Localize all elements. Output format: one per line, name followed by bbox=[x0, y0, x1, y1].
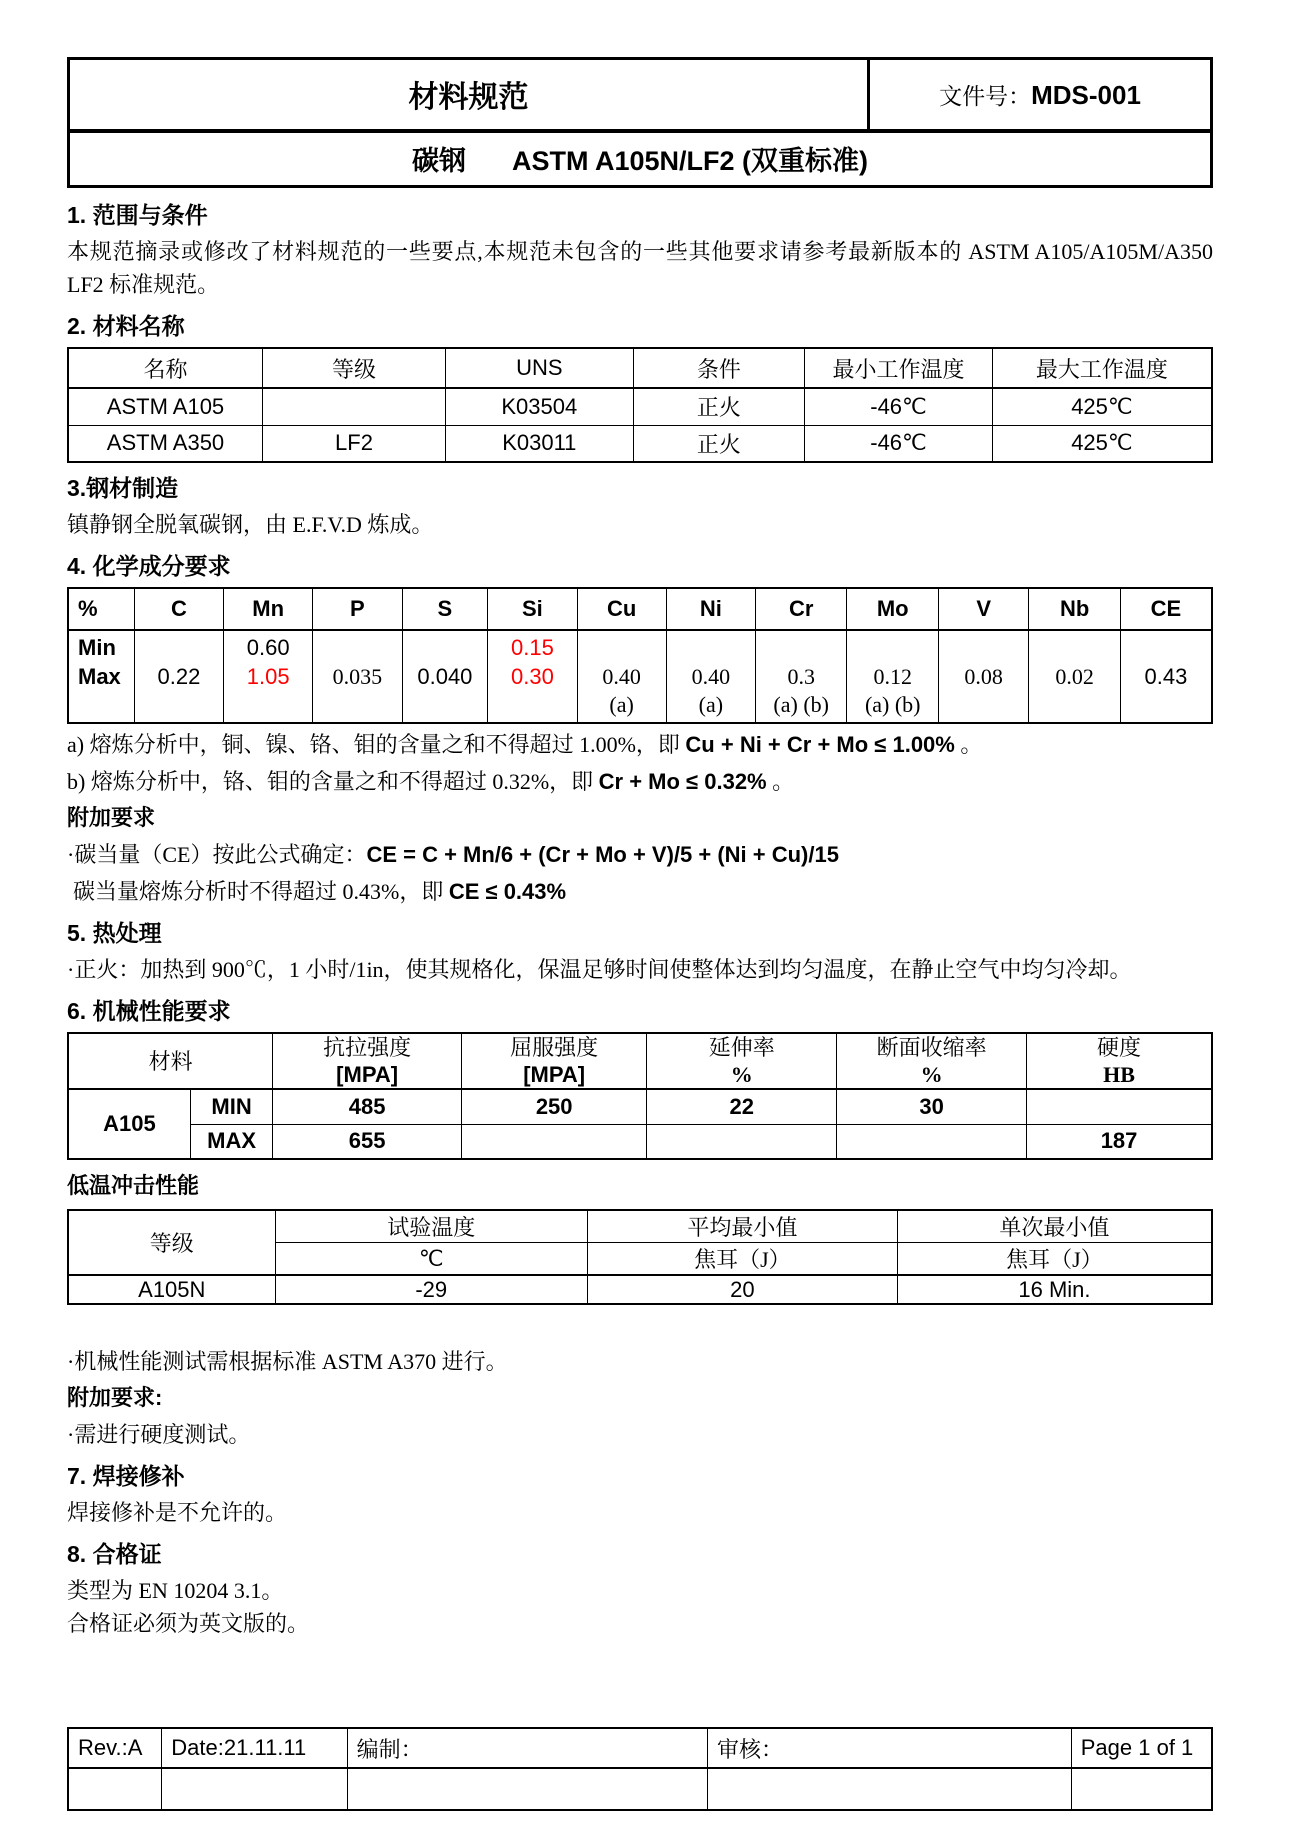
section-8-heading: 8. 合格证 bbox=[67, 1541, 162, 1567]
section-5-heading: 5. 热处理 bbox=[67, 920, 162, 946]
section-5-body: ·正火：加热到 900℃，1 小时/1in，使其规格化，保温足够时间使整体达到均匀温度，在静止空气中均匀冷却。 bbox=[67, 957, 1132, 982]
chem-max-row bbox=[68, 661, 1212, 692]
header-box bbox=[67, 57, 1213, 188]
table-cell bbox=[402, 630, 488, 661]
page-number-cell: Page 1 of 1 bbox=[1071, 1728, 1212, 1768]
note-a-tail: 。 bbox=[954, 732, 983, 757]
col-header-grade: 等级 bbox=[68, 1210, 275, 1275]
ce-formula-intro: ·碳当量（CE）按此公式确定： bbox=[67, 842, 367, 867]
col-header-elongation bbox=[647, 1033, 837, 1089]
table-cell: 30 bbox=[837, 1089, 1027, 1124]
table-cell: 16 Min. bbox=[897, 1275, 1212, 1304]
material-name-cell: A105 bbox=[68, 1089, 190, 1159]
mech-min-row bbox=[68, 1089, 1212, 1124]
header-line1: 延伸率 bbox=[708, 1035, 775, 1060]
header-line1: 屈服强度 bbox=[510, 1035, 599, 1060]
row-label-min: MIN bbox=[190, 1089, 272, 1124]
table-cell bbox=[134, 692, 223, 723]
table-cell: -46℃ bbox=[805, 425, 993, 462]
table-cell bbox=[837, 1124, 1027, 1159]
impact-table-title: 低温冲击性能 bbox=[67, 1173, 200, 1198]
doc-title: 材料规范 bbox=[69, 59, 869, 131]
col-header-Cr: Cr bbox=[755, 588, 847, 630]
mech-test-note: ·机械性能测试需根据标准 ASTM A370 进行。 bbox=[67, 1349, 508, 1374]
table-cell: -29 bbox=[275, 1275, 587, 1304]
table-cell: 0.40 bbox=[577, 661, 666, 692]
col-header-avg-min: 平均最小值 bbox=[587, 1210, 897, 1243]
table-cell: 0.40 bbox=[666, 661, 755, 692]
table-cell: K03011 bbox=[446, 425, 634, 462]
table-cell: 655 bbox=[273, 1124, 462, 1159]
table-cell: 0.43 bbox=[1120, 661, 1212, 692]
note-a-text: a) 熔炼分析中，铜、镍、铬、钼的含量之和不得超过 1.00%，即 bbox=[67, 732, 686, 757]
table-cell: 485 bbox=[273, 1089, 462, 1124]
row-label-max: Max bbox=[68, 661, 134, 692]
table-cell bbox=[938, 692, 1028, 723]
revision-cell: Rev.:A bbox=[68, 1728, 162, 1768]
table-cell: 正火 bbox=[633, 388, 805, 425]
col-header-P: P bbox=[313, 588, 402, 630]
ce-formula: CE = C + Mn/6 + (Cr + Mo + V)/5 + (Ni + Cu)/15 bbox=[366, 842, 839, 867]
table-cell: 0.040 bbox=[402, 661, 488, 692]
doc-subtitle-standard: ASTM A105N/LF2 (双重标准) bbox=[511, 146, 869, 177]
col-header-Si: Si bbox=[488, 588, 577, 630]
doc-number-label: 文件号： bbox=[939, 83, 1032, 109]
note-b-formula: Cr + Mo ≤ 0.32% bbox=[598, 769, 767, 794]
table-cell bbox=[938, 630, 1028, 661]
table-cell bbox=[1071, 1768, 1212, 1810]
header-row-title bbox=[69, 59, 1212, 131]
table-cell: K03504 bbox=[446, 388, 634, 425]
ce-limit-line bbox=[67, 875, 1213, 908]
header-line2: [MPA] bbox=[336, 1062, 399, 1087]
footer-revision-table bbox=[67, 1727, 1213, 1811]
table-cell: (a) (b) bbox=[755, 692, 847, 723]
col-header-Mn: Mn bbox=[224, 588, 313, 630]
table-cell: 0.3 bbox=[755, 661, 847, 692]
doc-number-cell bbox=[869, 59, 1212, 131]
note-a-formula: Cu + Ni + Cr + Mo ≤ 1.00% bbox=[685, 732, 955, 757]
mech-extra-requirements-title: 附加要求: bbox=[67, 1385, 163, 1410]
hardness-test-note: ·需进行硬度测试。 bbox=[67, 1422, 251, 1447]
table-cell-highlighted: 0.30 bbox=[488, 661, 577, 692]
col-header-grade: 等级 bbox=[262, 348, 445, 388]
col-header-material: 材料 bbox=[68, 1033, 273, 1089]
col-header-max-temp: 最大工作温度 bbox=[992, 348, 1212, 388]
table-cell: 0.02 bbox=[1029, 661, 1121, 692]
section-3-body: 镇静钢全脱氧碳钢，由 E.F.V.D 炼成。 bbox=[67, 512, 434, 537]
section-2-heading: 2. 材料名称 bbox=[67, 313, 185, 339]
table-cell: 0.08 bbox=[938, 661, 1028, 692]
table-cell bbox=[847, 630, 939, 661]
table-cell bbox=[462, 1124, 647, 1159]
ce-limit-text: 碳当量熔炼分析时不得超过 0.43%，即 bbox=[73, 879, 449, 904]
material-row-a350 bbox=[68, 425, 1212, 462]
table-cell bbox=[647, 1124, 837, 1159]
doc-subtitle-material: 碳钢 bbox=[411, 146, 466, 177]
table-cell bbox=[1120, 692, 1212, 723]
table-cell: 0.12 bbox=[847, 661, 939, 692]
col-header-Ni: Ni bbox=[666, 588, 755, 630]
table-cell: 20 bbox=[587, 1275, 897, 1304]
section-1-heading: 1. 范围与条件 bbox=[67, 202, 208, 228]
col-header-percent: % bbox=[68, 588, 134, 630]
note-b-text: b) 熔炼分析中，铬、钼的含量之和不得超过 0.32%，即 bbox=[67, 769, 599, 794]
col-header-yield bbox=[462, 1033, 647, 1089]
chemical-composition-table bbox=[67, 587, 1213, 724]
col-header-condition: 条件 bbox=[633, 348, 805, 388]
col-header-uns: UNS bbox=[446, 348, 634, 388]
table-cell bbox=[313, 692, 402, 723]
table-cell bbox=[402, 692, 488, 723]
col-header-S: S bbox=[402, 588, 488, 630]
table-cell: 0.22 bbox=[134, 661, 223, 692]
table-cell: 187 bbox=[1027, 1124, 1212, 1159]
mech-header-row bbox=[68, 1033, 1212, 1089]
table-cell: 425℃ bbox=[992, 425, 1212, 462]
unit-joule-single: 焦耳（J） bbox=[897, 1243, 1212, 1276]
doc-subtitle-cell bbox=[69, 131, 1212, 187]
section-7-body: 焊接修补是不允许的。 bbox=[67, 1500, 288, 1525]
section-6-heading: 6. 机械性能要求 bbox=[67, 998, 231, 1024]
chem-footnote-marks-row bbox=[68, 692, 1212, 723]
table-cell bbox=[68, 1768, 162, 1810]
table-cell: -46℃ bbox=[805, 388, 993, 425]
col-header-Cu: Cu bbox=[577, 588, 666, 630]
grade-cell: A105N bbox=[68, 1275, 275, 1304]
note-b-tail: 。 bbox=[766, 769, 795, 794]
header-line1: 断面收缩率 bbox=[876, 1035, 987, 1060]
prepared-by-cell: 编制： bbox=[347, 1728, 707, 1768]
table-cell: ASTM A350 bbox=[68, 425, 262, 462]
col-header-Mo: Mo bbox=[847, 588, 939, 630]
footer-row-empty bbox=[68, 1768, 1212, 1810]
table-cell bbox=[488, 692, 577, 723]
table-cell: 正火 bbox=[633, 425, 805, 462]
col-header-C: C bbox=[134, 588, 223, 630]
header-line2: HB bbox=[1103, 1062, 1135, 1087]
material-names-table bbox=[67, 347, 1213, 463]
table-cell: 0.035 bbox=[313, 661, 402, 692]
chem-note-a bbox=[67, 728, 1213, 761]
header-line1: 硬度 bbox=[1097, 1035, 1142, 1060]
row-label-max: MAX bbox=[190, 1124, 272, 1159]
table-cell bbox=[347, 1768, 707, 1810]
low-temp-impact-table bbox=[67, 1209, 1213, 1305]
table-cell bbox=[577, 630, 666, 661]
table-cell bbox=[666, 630, 755, 661]
table-cell: (a) (b) bbox=[847, 692, 939, 723]
mechanical-properties-table bbox=[67, 1032, 1213, 1160]
table-cell bbox=[707, 1768, 1071, 1810]
col-header-CE: CE bbox=[1120, 588, 1212, 630]
section-7-heading: 7. 焊接修补 bbox=[67, 1463, 185, 1489]
chem-min-row bbox=[68, 630, 1212, 661]
table-cell: 250 bbox=[462, 1089, 647, 1124]
date-cell: Date:21.11.11 bbox=[162, 1728, 347, 1768]
col-header-reduction-of-area bbox=[837, 1033, 1027, 1089]
section-4-heading: 4. 化学成分要求 bbox=[67, 553, 231, 579]
reviewed-by-cell: 审核： bbox=[707, 1728, 1071, 1768]
chem-extra-requirements-title: 附加要求 bbox=[67, 805, 156, 830]
col-header-tensile bbox=[273, 1033, 462, 1089]
col-header-single-min: 单次最小值 bbox=[897, 1210, 1212, 1243]
section-3-heading: 3.钢材制造 bbox=[67, 475, 179, 501]
table-cell: (a) bbox=[577, 692, 666, 723]
col-header-test-temp: 试验温度 bbox=[275, 1210, 587, 1243]
table-cell bbox=[68, 692, 134, 723]
table-cell bbox=[1029, 692, 1121, 723]
table-cell bbox=[262, 388, 445, 425]
header-line1: 抗拉强度 bbox=[323, 1035, 412, 1060]
table-cell bbox=[755, 630, 847, 661]
col-header-name: 名称 bbox=[68, 348, 262, 388]
table-cell bbox=[162, 1768, 347, 1810]
table-cell bbox=[313, 630, 402, 661]
section-8-body-language: 合格证必须为英文版的。 bbox=[67, 1611, 310, 1636]
chem-note-b bbox=[67, 765, 1213, 798]
doc-subtitle bbox=[70, 139, 1210, 178]
material-row-a105 bbox=[68, 388, 1212, 425]
section-8-body-type: 类型为 EN 10204 3.1。 bbox=[67, 1578, 284, 1603]
header-line2: % bbox=[920, 1062, 943, 1087]
col-header-min-temp: 最小工作温度 bbox=[805, 348, 993, 388]
table-cell bbox=[1120, 630, 1212, 661]
table-cell bbox=[134, 630, 223, 661]
mech-max-row bbox=[68, 1124, 1212, 1159]
table-cell: 0.60 bbox=[224, 630, 313, 661]
table-cell-highlighted: 0.15 bbox=[488, 630, 577, 661]
unit-joule-avg: 焦耳（J） bbox=[587, 1243, 897, 1276]
ce-limit-value: CE ≤ 0.43% bbox=[448, 879, 567, 904]
table-cell bbox=[1027, 1089, 1212, 1124]
col-header-V: V bbox=[938, 588, 1028, 630]
col-header-hardness bbox=[1027, 1033, 1212, 1089]
material-table-header-row bbox=[68, 348, 1212, 388]
doc-number-value: MDS-001 bbox=[1031, 79, 1141, 110]
table-cell: 425℃ bbox=[992, 388, 1212, 425]
table-cell: (a) bbox=[666, 692, 755, 723]
impact-header-row1 bbox=[68, 1210, 1212, 1243]
ce-formula-line bbox=[67, 838, 1213, 871]
header-line2: % bbox=[730, 1062, 753, 1087]
table-cell-highlighted: 1.05 bbox=[224, 661, 313, 692]
table-cell: ASTM A105 bbox=[68, 388, 262, 425]
table-cell bbox=[1029, 630, 1121, 661]
section-1-body: 本规范摘录或修改了材料规范的一些要点,本规范未包含的一些其他要求请参考最新版本的 ASTM A105/A105M/A350 LF2 标准规范。 bbox=[67, 239, 1213, 297]
header-row-subtitle bbox=[69, 131, 1212, 187]
col-header-Nb: Nb bbox=[1029, 588, 1121, 630]
table-cell: 22 bbox=[647, 1089, 837, 1124]
table-cell bbox=[224, 692, 313, 723]
row-label-min: Min bbox=[68, 630, 134, 661]
table-cell: LF2 bbox=[262, 425, 445, 462]
header-line2: [MPA] bbox=[523, 1062, 586, 1087]
footer-row-labels bbox=[68, 1728, 1212, 1768]
impact-data-row bbox=[68, 1275, 1212, 1304]
chem-header-row bbox=[68, 588, 1212, 630]
unit-celsius: ℃ bbox=[275, 1243, 587, 1276]
